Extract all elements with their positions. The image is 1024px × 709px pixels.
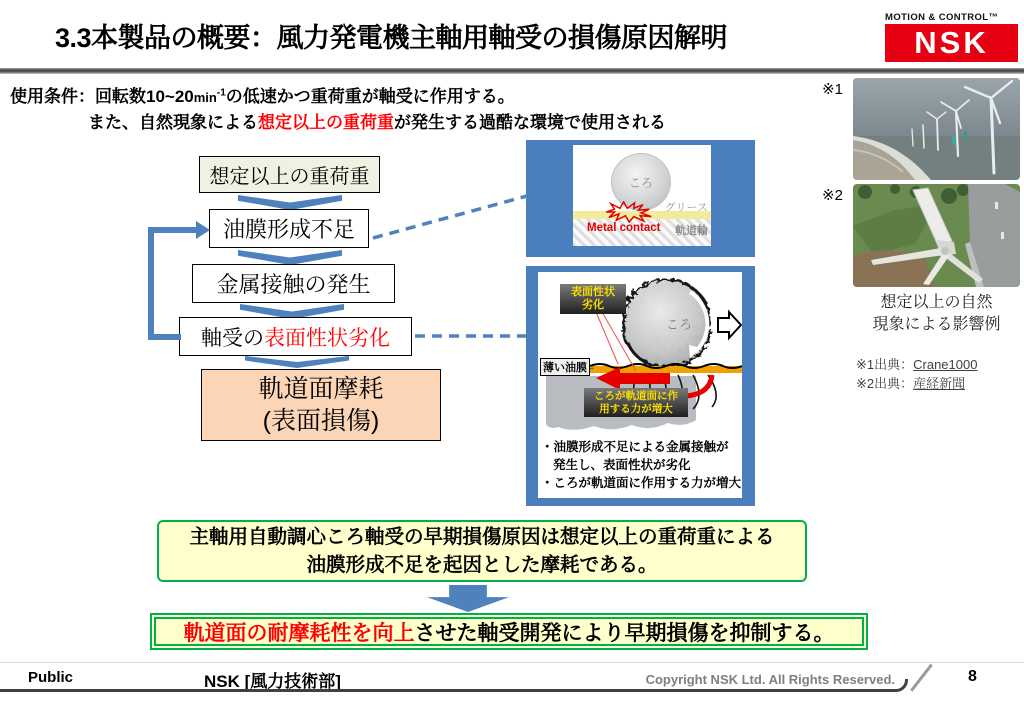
photo-caption: 想定以上の自然 現象による影響例: [872, 294, 1001, 333]
conditions-line2: また、自然現象による想定以上の重荷重が発生する過酷な環境で使用される: [88, 113, 666, 133]
feedback-loop-line: [148, 227, 198, 233]
copyright-text: Copyright NSK Ltd. All Rights Reserved.: [645, 672, 895, 687]
slide-frame-bottom: [0, 679, 908, 692]
metal-contact-diagram: [573, 145, 711, 246]
unit-exponent: -1: [216, 87, 226, 99]
action-box: 軌道面の耐摩耗性を向上 させた軸受開発により早期損傷を抑制する。: [150, 613, 868, 650]
metal-contact-label: Metal contact: [587, 222, 661, 234]
conditions-line1: 使用条件：回転数$10\sim 20\min^{-1}$の低速かつ重荷重が軸受に作用する。: [10, 87, 515, 106]
photo2-ref: ※2: [822, 187, 843, 204]
grease-label: グリース: [664, 202, 708, 214]
usage-conditions: [10, 84, 666, 137]
diagram-panel-surface-degradation: [526, 266, 755, 506]
feedback-loop-arrowhead-icon: [196, 221, 210, 239]
department-label: NSK [風力技術部]: [204, 672, 341, 691]
flow-down-arrow-icon: [238, 250, 342, 265]
conclusion-box: 主軸用自動調心ころ軸受の早期損傷原因は想定以上の重荷重による 油膜形成不足を起因とした摩耗である。: [157, 520, 807, 582]
roller-label: ころ: [666, 317, 693, 332]
page-number: 8: [968, 668, 977, 685]
photo-fallen-turbine: [853, 184, 1020, 287]
metal-contact-burst-icon: [603, 201, 659, 223]
flow-down-arrow-icon: [238, 195, 342, 210]
flow-box-raceway-wear: 軌道面摩耗 (表面損傷): [201, 369, 441, 441]
photo-sources: [856, 356, 977, 394]
conditions-label: 使用条件：: [10, 87, 95, 106]
diagram-panel-metal-contact: [526, 140, 755, 257]
title-divider: [0, 68, 1024, 74]
source1: ※1出典：Crane1000: [856, 357, 978, 372]
force-increase-callout: ころが軌道面に作 用する力が増大: [584, 388, 688, 417]
photo-wind-farm: [853, 78, 1020, 180]
logo-tagline: MOTION & CONTROL™: [885, 12, 999, 23]
source2-link[interactable]: 産経新聞: [913, 375, 966, 391]
thin-film-callout: 薄い油膜: [540, 358, 590, 376]
direction-arrow-icon: [718, 312, 741, 338]
raceway-label: 軌道輪: [675, 225, 708, 237]
surface-degradation-diagram: [538, 272, 742, 498]
page-number-separator: [910, 664, 932, 692]
source2: ※2出典：産経新聞: [856, 375, 966, 391]
flow-box-surface-degradation: 軸受の 表面性状劣化: [179, 317, 412, 356]
feedback-loop-line: [148, 334, 181, 340]
flow-down-arrow-icon: [245, 356, 349, 368]
flow-box-metal-contact: 金属接触の発生: [192, 264, 395, 303]
page-title: 3.3本製品の概要：風力発電機主軸用軸受の損傷原因解明: [55, 23, 728, 53]
footer-divider: [0, 662, 1024, 663]
action-highlight: 軌道面の耐摩耗性を向上: [183, 621, 415, 645]
degradation-callout: 表面性状 劣化: [560, 284, 626, 314]
classification-label: Public: [28, 669, 74, 686]
photo1-ref: ※1: [822, 81, 843, 98]
feedback-loop-line: [148, 227, 154, 340]
unit-min: min: [193, 90, 217, 105]
excess-load-highlight: 想定以上の重荷重: [258, 113, 394, 133]
nsk-logo: [885, 12, 1018, 62]
source1-link[interactable]: Crane1000: [913, 357, 978, 372]
flow-box-oil-film: 油膜形成不足: [209, 209, 369, 248]
panel2-notes: ・油膜形成不足による金属接触が 発生し、表面性状が劣化 ・ころが軌道面に作用する力が増大: [541, 440, 742, 491]
flow-box-excess-load: 想定以上の重荷重: [199, 156, 380, 193]
conclusion-down-arrow-icon: [427, 585, 509, 612]
nsk-logo-mark: NSK: [885, 24, 1018, 62]
roller-ball: ころ: [611, 153, 671, 211]
